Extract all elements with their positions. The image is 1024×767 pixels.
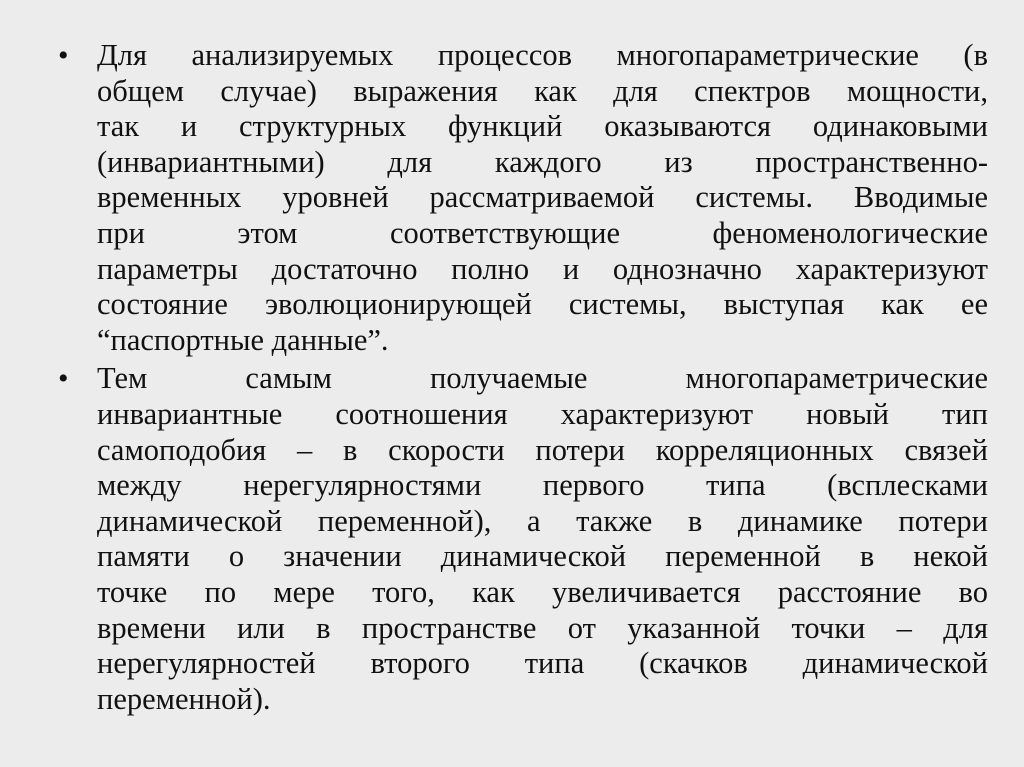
bullet-text — [97, 38, 988, 358]
text-line: “паспортные данные”. — [97, 322, 389, 357]
bullet-marker: • — [58, 362, 69, 396]
text-line: между нерегулярностями первого типа (всплесками — [97, 468, 988, 503]
text-line: так и структурных функций оказываются одинаковыми — [97, 109, 988, 144]
text-line: нерегулярностей второго типа (скачков динамической — [97, 646, 988, 681]
text-line: инвариантные соотношения характеризуют новый тип — [97, 396, 988, 431]
bullet-item-1 — [58, 38, 988, 358]
text-line: Тем самым получаемые многопараметрические — [97, 361, 988, 396]
text-line: временных уровней рассматриваемой системы. Вводимые — [97, 180, 988, 215]
text-line: (инвариантными) для каждого из пространственно- — [97, 144, 988, 179]
text-line: при этом соответствующие феноменологические — [97, 215, 988, 250]
text-line: памяти о значении динамической переменной в некой — [97, 539, 988, 574]
bullet-item-2 — [58, 361, 988, 717]
bullet-list — [58, 38, 988, 717]
text-line: параметры достаточно полно и однозначно характеризуют — [97, 251, 988, 286]
bullet-marker: • — [58, 39, 69, 72]
text-line: переменной). — [97, 681, 271, 716]
text-line: самоподобия – в скорости потери корреляционных связей — [97, 432, 988, 467]
text-line: динамической переменной), а также в динамике потери — [97, 503, 988, 538]
text-line: состояние эволюционирующей системы, выступая как ее — [97, 287, 988, 322]
text-line: времени или в пространстве от указанной точки – для — [97, 610, 988, 645]
text-line: точке по мере того, как увеличивается расстояние во — [97, 574, 988, 609]
text-line: общем случае) выражения как для спектров мощности, — [97, 73, 988, 108]
bullet-text — [97, 361, 988, 717]
text-line: Для анализируемых процессов многопараметрические (в — [97, 38, 988, 72]
